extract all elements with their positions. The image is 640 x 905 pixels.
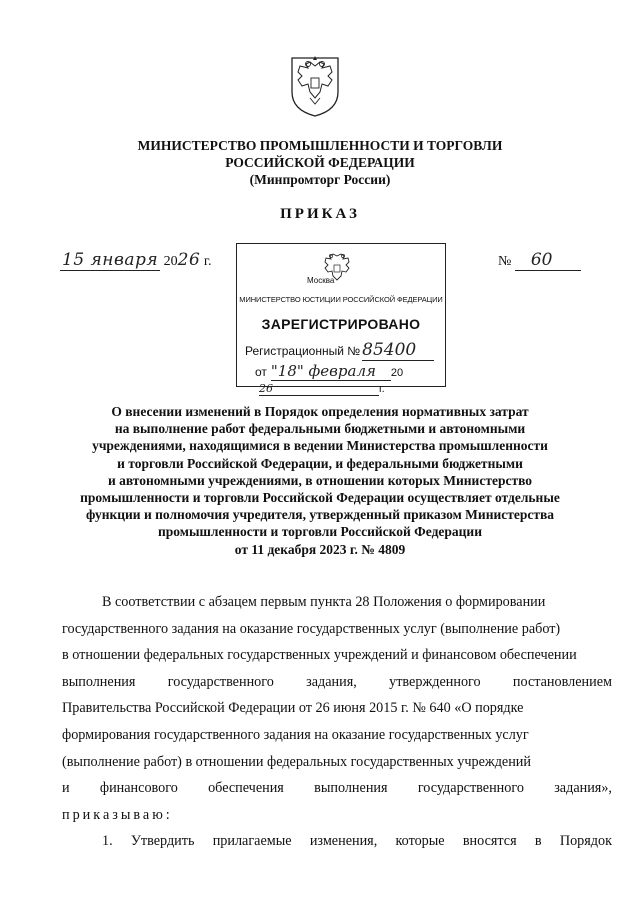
stamp-date-label: от	[255, 365, 267, 379]
subject-line: промышленности и торговли Российской Федерации	[158, 524, 482, 540]
body-line: Правительства Российской Федерации от 26 июня 2015 г. № 640 «О порядке	[62, 700, 524, 717]
body-word: задания»,	[554, 780, 612, 797]
body-word: обеспечения	[208, 780, 284, 797]
body-word: финансового	[99, 780, 178, 797]
body-word: и	[62, 780, 70, 797]
subject-line: учреждениями, находящимися в ведении Министерства промышленности	[92, 438, 548, 454]
body-line-order: приказываю:	[62, 806, 173, 823]
stamp-city: Москва	[307, 276, 335, 285]
body-word: которые	[395, 833, 445, 850]
subject-line: О внесении изменений в Порядок определения нормативных затрат	[111, 404, 529, 419]
order-date-handwritten: 15 января	[62, 250, 159, 270]
subject-line: и автономными учреждениями, в отношении которых Министерство	[107, 472, 533, 488]
body-line	[62, 775, 612, 802]
order-number-label: №	[498, 254, 512, 269]
order-title: ПРИКАЗ	[280, 206, 360, 222]
stamp-year-suffix: г.	[379, 383, 385, 395]
order-year-prefix: 20	[163, 254, 178, 269]
body-word: задания,	[306, 673, 357, 690]
body-word: 1.	[102, 833, 113, 850]
subject-line: и торговли Российской Федерации, и федеральными бюджетными	[117, 455, 523, 471]
stamp-registered: ЗАРЕГИСТРИРОВАНО	[261, 316, 421, 332]
body-line: формирования государственного задания на оказание государственных услуг	[62, 726, 529, 743]
stamp-date-handwritten: "18" февраля	[271, 362, 391, 381]
body-word: в	[534, 833, 542, 850]
body-word: государственного	[167, 673, 274, 690]
body-word: вносятся	[462, 833, 517, 850]
subject-line: от 11 декабря 2023 г. № 4809	[234, 541, 406, 557]
body-line: в отношении федеральных государственных учреждений и финансовом обеспечении	[62, 647, 577, 664]
body-word: выполнения	[62, 673, 136, 690]
body-word: изменения,	[309, 833, 378, 850]
order-number-handwritten: 60	[515, 250, 581, 271]
stamp-reg-number	[245, 340, 434, 361]
body-line: государственного задания на оказание государственных услуг (выполнение работ)	[62, 620, 561, 637]
ministry-name-line1: МИНИСТЕРСТВО ПРОМЫШЛЕННОСТИ И ТОРГОВЛИ	[137, 138, 503, 153]
body-line: (выполнение работ) в отношении федеральных государственных учреждений	[62, 753, 531, 770]
body-word: государственного	[417, 780, 524, 797]
stamp-year-prefix: 20	[390, 367, 404, 379]
ministry-name-line2: РОССИЙСКОЙ ФЕДЕРАЦИИ	[225, 155, 415, 170]
order-year-handwritten: 26	[177, 250, 201, 270]
stamp-year-handwritten: 26	[259, 382, 379, 396]
body-word: постановлением	[512, 673, 612, 690]
order-body	[62, 589, 612, 855]
stamp-reg-number-label: Регистрационный №	[245, 344, 361, 358]
registration-stamp	[236, 243, 446, 395]
coat-of-arms-emblem	[286, 52, 344, 118]
body-line	[62, 828, 612, 855]
body-line	[62, 669, 612, 696]
body-word: Утвердить	[130, 833, 195, 850]
order-date	[60, 250, 211, 271]
order-subject	[50, 403, 590, 558]
order-number	[498, 250, 581, 271]
ministry-short-name: (Минпромторг России)	[249, 172, 391, 187]
body-word: утвержденного	[389, 673, 481, 690]
subject-line: функции и полномочия учредителя, утвержденный приказом Министерства	[85, 507, 555, 523]
body-line: В соответствии с абзацем первым пункта 28 Положения о формировании	[102, 594, 546, 610]
body-word: выполнения	[314, 780, 388, 797]
body-word: Порядок	[559, 833, 612, 850]
stamp-reg-date	[255, 362, 445, 396]
stamp-ministry: МИНИСТЕРСТВО ЮСТИЦИИ РОССИЙСКОЙ ФЕДЕРАЦИИ	[239, 295, 443, 304]
stamp-reg-number-value: 85400	[362, 340, 434, 361]
order-year-suffix: г.	[203, 254, 212, 269]
subject-line: промышленности и торговли Российской Федерации осуществляет отдельные	[80, 490, 560, 506]
subject-line: на выполнение работ федеральными бюджетными и автономными	[114, 421, 526, 437]
body-word: прилагаемые	[212, 833, 292, 850]
